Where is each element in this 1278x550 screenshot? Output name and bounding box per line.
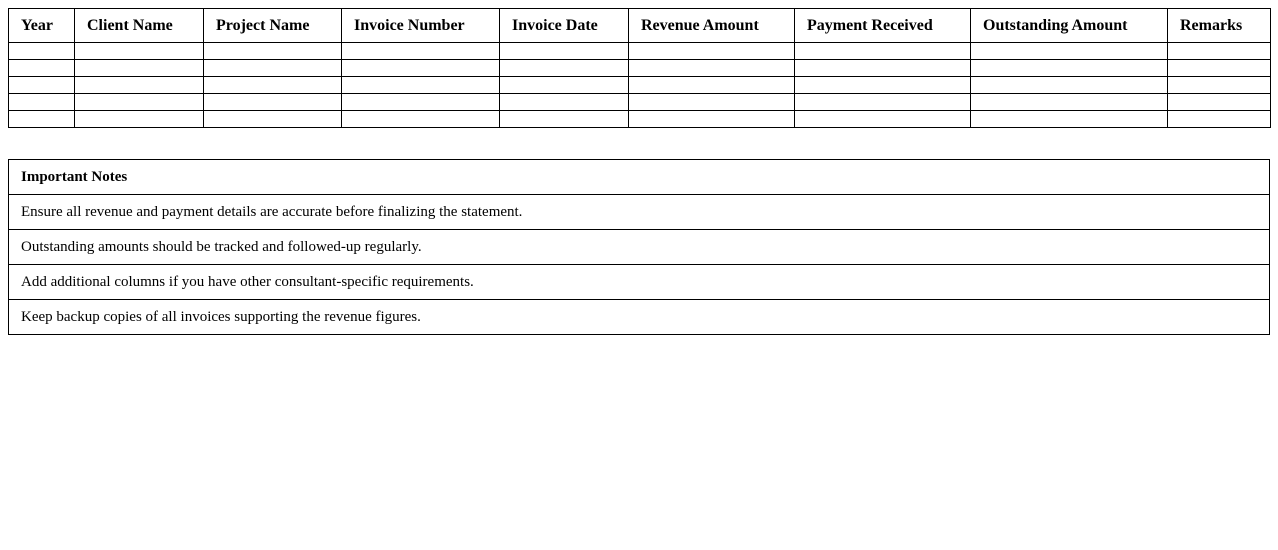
header-invoice-number: Invoice Number xyxy=(342,9,500,43)
cell-invoice-date xyxy=(500,111,629,128)
cell-year xyxy=(9,60,75,77)
cell-client-name xyxy=(75,94,204,111)
cell-client-name xyxy=(75,111,204,128)
cell-remarks xyxy=(1168,111,1271,128)
header-payment-received: Payment Received xyxy=(795,9,971,43)
header-project-name: Project Name xyxy=(204,9,342,43)
cell-outstanding-amount xyxy=(971,94,1168,111)
cell-outstanding-amount xyxy=(971,111,1168,128)
cell-project-name xyxy=(204,94,342,111)
note-item: Add additional columns if you have other consultant-specific requirements. xyxy=(9,265,1270,300)
header-outstanding-amount: Outstanding Amount xyxy=(971,9,1168,43)
cell-client-name xyxy=(75,43,204,60)
cell-project-name xyxy=(204,111,342,128)
cell-year xyxy=(9,94,75,111)
important-notes-table xyxy=(8,159,1270,335)
cell-remarks xyxy=(1168,60,1271,77)
header-revenue-amount: Revenue Amount xyxy=(629,9,795,43)
table-body xyxy=(9,43,1271,128)
cell-project-name xyxy=(204,77,342,94)
table-row xyxy=(9,43,1271,60)
cell-revenue-amount xyxy=(629,111,795,128)
cell-invoice-number xyxy=(342,77,500,94)
cell-invoice-number xyxy=(342,111,500,128)
table-row xyxy=(9,77,1271,94)
cell-revenue-amount xyxy=(629,77,795,94)
note-item: Outstanding amounts should be tracked and followed-up regularly. xyxy=(9,230,1270,265)
header-remarks: Remarks xyxy=(1168,9,1271,43)
cell-client-name xyxy=(75,77,204,94)
cell-remarks xyxy=(1168,94,1271,111)
cell-revenue-amount xyxy=(629,60,795,77)
cell-revenue-amount xyxy=(629,94,795,111)
table-header-row xyxy=(9,9,1271,43)
cell-project-name xyxy=(204,43,342,60)
table-row xyxy=(9,60,1271,77)
cell-payment-received xyxy=(795,94,971,111)
notes-header-row xyxy=(9,160,1270,195)
cell-remarks xyxy=(1168,77,1271,94)
cell-client-name xyxy=(75,60,204,77)
cell-year xyxy=(9,77,75,94)
cell-invoice-number xyxy=(342,43,500,60)
note-row xyxy=(9,265,1270,300)
cell-revenue-amount xyxy=(629,43,795,60)
cell-invoice-date xyxy=(500,94,629,111)
note-row xyxy=(9,195,1270,230)
notes-title: Important Notes xyxy=(9,160,1270,195)
cell-payment-received xyxy=(795,60,971,77)
cell-outstanding-amount xyxy=(971,43,1168,60)
header-client-name: Client Name xyxy=(75,9,204,43)
cell-remarks xyxy=(1168,43,1271,60)
cell-project-name xyxy=(204,60,342,77)
cell-invoice-date xyxy=(500,77,629,94)
cell-invoice-number xyxy=(342,94,500,111)
cell-outstanding-amount xyxy=(971,60,1168,77)
cell-payment-received xyxy=(795,77,971,94)
cell-year xyxy=(9,111,75,128)
cell-outstanding-amount xyxy=(971,77,1168,94)
note-item: Keep backup copies of all invoices supporting the revenue figures. xyxy=(9,300,1270,335)
table-row xyxy=(9,94,1271,111)
note-row xyxy=(9,230,1270,265)
cell-invoice-number xyxy=(342,60,500,77)
header-year: Year xyxy=(9,9,75,43)
revenue-statement-table xyxy=(8,8,1271,128)
cell-invoice-date xyxy=(500,43,629,60)
cell-payment-received xyxy=(795,43,971,60)
header-invoice-date: Invoice Date xyxy=(500,9,629,43)
cell-year xyxy=(9,43,75,60)
cell-invoice-date xyxy=(500,60,629,77)
note-row xyxy=(9,300,1270,335)
cell-payment-received xyxy=(795,111,971,128)
table-row xyxy=(9,111,1271,128)
note-item: Ensure all revenue and payment details are accurate before finalizing the statement. xyxy=(9,195,1270,230)
